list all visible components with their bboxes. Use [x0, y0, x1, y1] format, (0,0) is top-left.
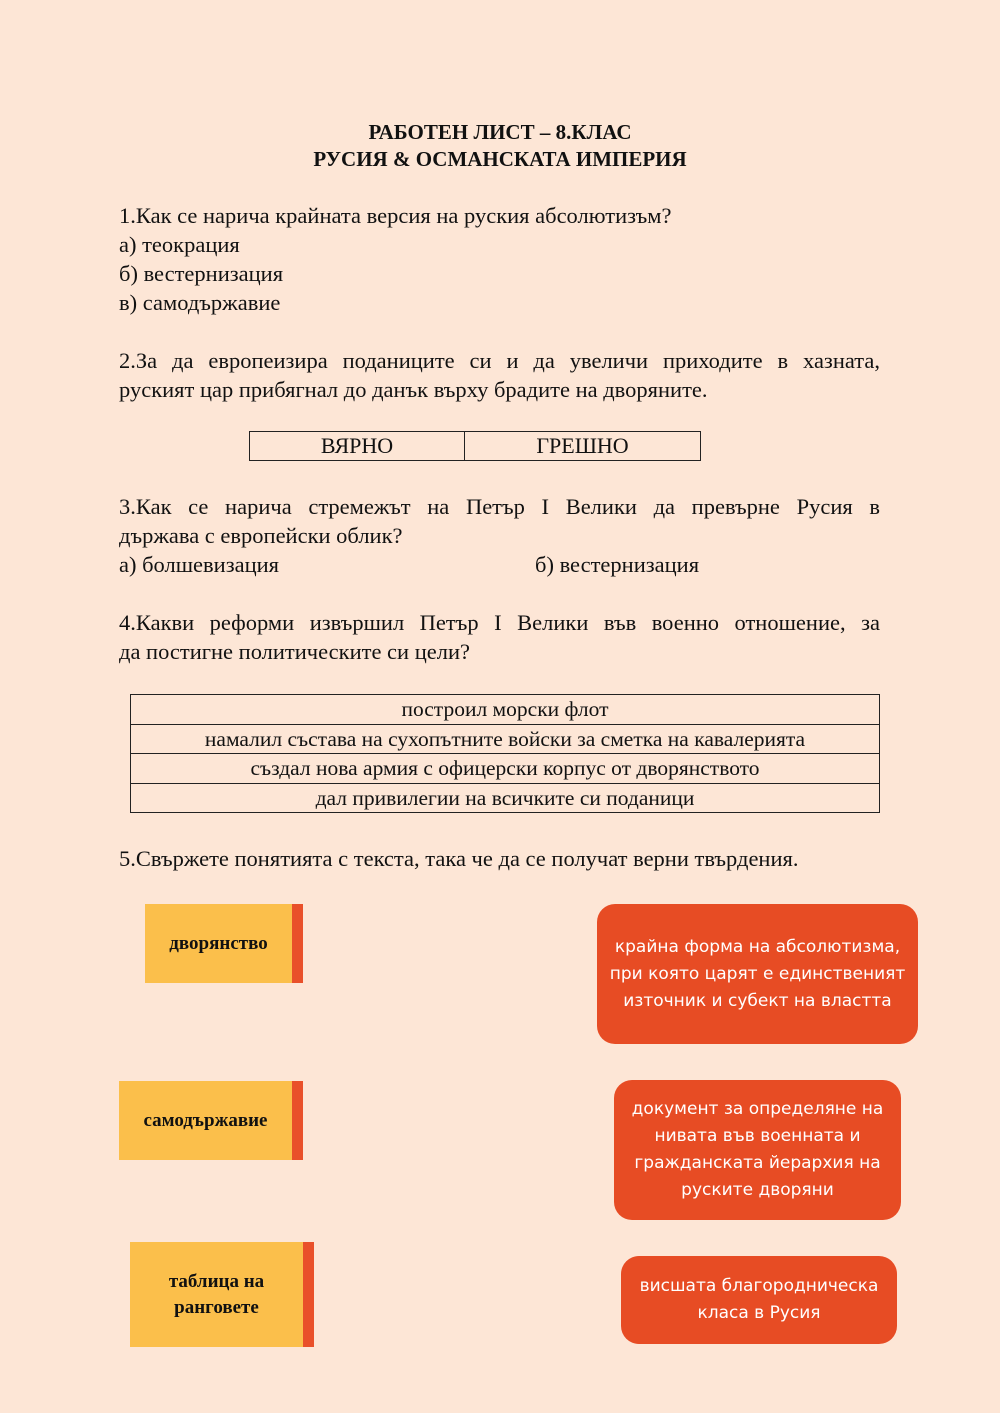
definition-line: гражданската йерархия на [634, 1153, 881, 1173]
term-card-autocracy[interactable] [119, 1081, 303, 1160]
definition-card-table-of-ranks[interactable] [614, 1080, 901, 1220]
reforms-table [130, 694, 880, 813]
term-label: самодържавие [143, 1109, 268, 1131]
definition-line: крайна форма на абсолютизма, [614, 936, 901, 957]
question-5-text: 5.Свържете понятията с текста, така че да се получат верни твърдения. [119, 846, 799, 871]
question-3-option-b[interactable]: б) вестернизация [535, 552, 700, 577]
term-card-table-of-ranks[interactable] [130, 1242, 314, 1347]
question-3-text-line2: държава с европейски облик? [119, 523, 403, 548]
reform-option[interactable]: дал привилегии на всичките си поданици [131, 783, 880, 813]
question-4-text-line2: да постигне политическите си цели? [119, 639, 470, 664]
definition-card-autocracy[interactable] [597, 904, 918, 1044]
reform-option[interactable]: намалил състава на сухопътните войски за сметка на кавалерията [131, 724, 880, 754]
question-1-text: 1.Как се нарича крайната версия на руския абсолютизъм? [119, 203, 672, 228]
question-1-option-a[interactable]: а) теокрация [119, 232, 240, 257]
worksheet-title-line2: РУСИЯ & ОСМАНСКАТА ИМПЕРИЯ [313, 147, 687, 171]
question-4-text-line1: 4.Какви реформи извършил Петър I Велики във военно отношение, за [119, 610, 880, 635]
term-label: дворянство [169, 932, 268, 954]
true-false-table [249, 431, 701, 461]
question-3-option-a[interactable]: а) болшевизация [119, 552, 280, 577]
term-card-nobility[interactable] [145, 904, 303, 983]
term-label: ранговете [174, 1296, 259, 1318]
definition-line: документ за определяне на [631, 1099, 884, 1119]
question-3-text-line1: 3.Как се нарича стремежът на Петър I Велики да превърне Русия в [119, 494, 880, 519]
definition-card-nobility[interactable] [621, 1256, 897, 1344]
definition-line: източник и субект на властта [623, 990, 892, 1011]
term-label: таблица на [168, 1270, 265, 1292]
question-1-option-b[interactable]: б) вестернизация [119, 261, 284, 286]
definition-line: руските дворяни [681, 1180, 834, 1200]
definition-line: нивата във военната и [654, 1126, 861, 1146]
false-option[interactable]: ГРЕШНО [465, 432, 701, 461]
reform-option[interactable]: създал нова армия с офицерски корпус от дворянството [131, 754, 880, 784]
question-1-option-c[interactable]: в) самодържавие [119, 290, 281, 315]
question-2-text-line2: руският цар прибягнал до данък върху брадите на дворяните. [119, 377, 708, 402]
question-2-text-line1: 2.За да европеизира поданиците си и да увеличи приходите в хазната, [119, 348, 880, 373]
worksheet-title-line1: РАБОТЕН ЛИСТ – 8.КЛАС [368, 120, 632, 144]
definition-line: класа в Русия [697, 1303, 821, 1323]
reform-option[interactable]: построил морски флот [131, 695, 880, 725]
definition-line: при която царят е единственият [609, 963, 906, 984]
true-option[interactable]: ВЯРНО [250, 432, 465, 461]
definition-line: висшата благородническа [639, 1276, 879, 1296]
